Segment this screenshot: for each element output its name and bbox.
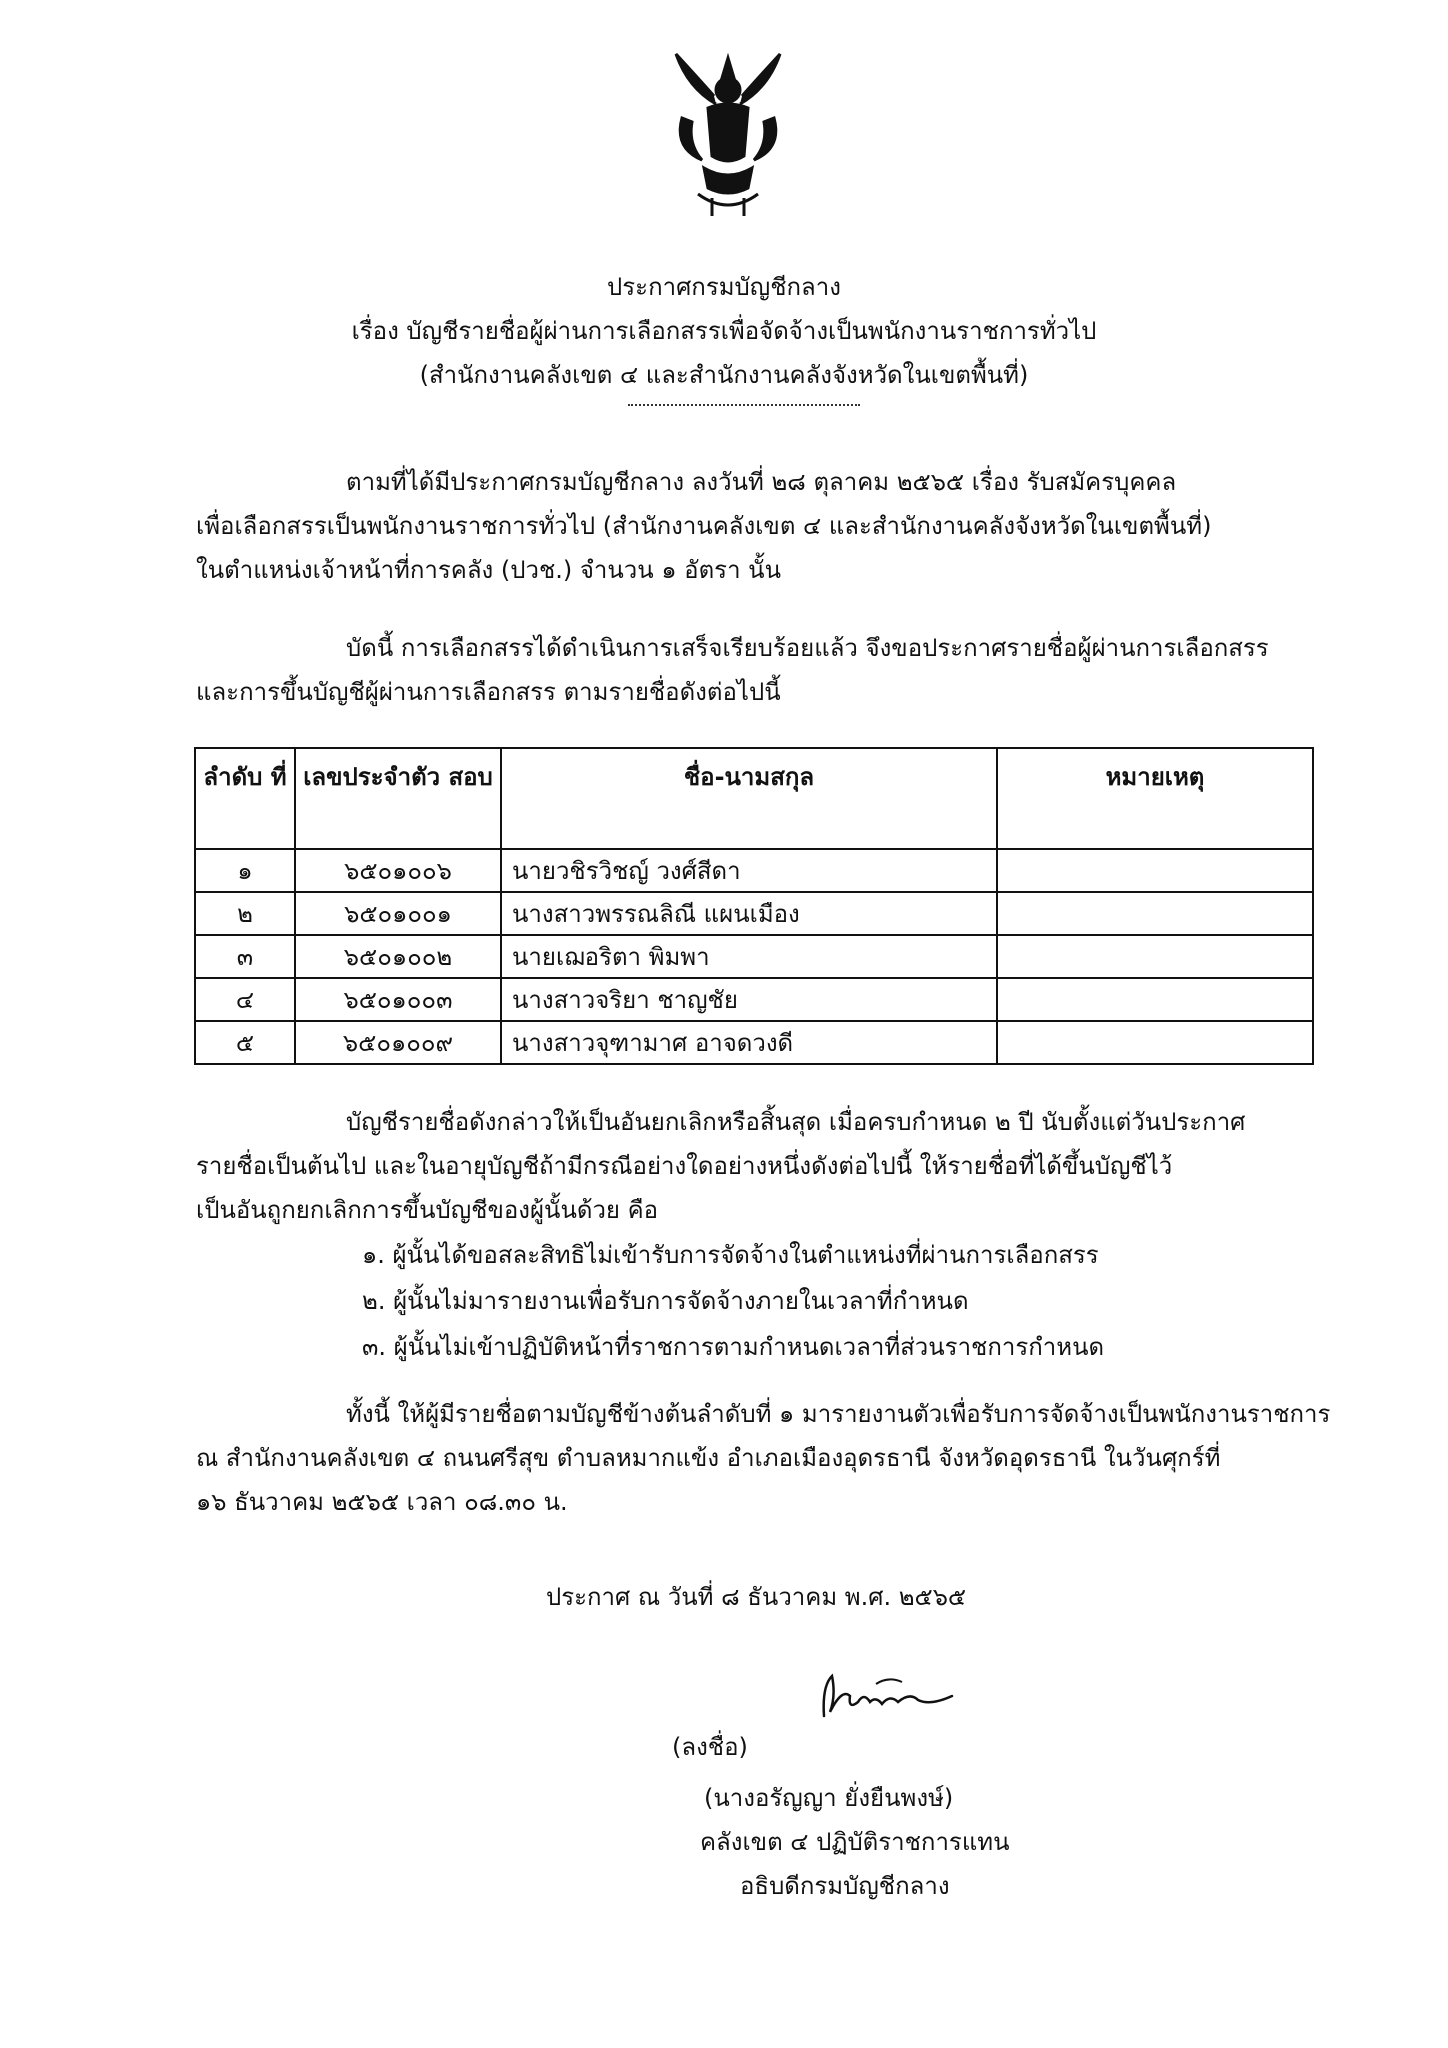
signed-label: (ลงชื่อ) — [672, 1733, 748, 1761]
handwritten-signature — [818, 1666, 958, 1726]
report-line: ๑๖ ธันวาคม ๒๕๖๕ เวลา ๐๘.๓๐ น. — [196, 1488, 568, 1516]
cell-order: ๓ — [195, 935, 295, 978]
table-row — [195, 892, 1313, 935]
cell-exam-id: ๖๕๐๑๐๐๓ — [295, 978, 501, 1021]
cell-order: ๑ — [195, 849, 295, 892]
report-line: ทั้งนี้ ให้ผู้มีรายชื่อตามบัญชีข้างต้นลำดับที่ ๑ มารายงานตัวเพื่อรับการจัดจ้างเป็นพนักงานราชการ — [346, 1400, 1331, 1428]
header-office: (สำนักงานคลังเขต ๔ และสำนักงานคลังจังหวัดในเขตพื้นที่) — [419, 361, 1029, 389]
cell-exam-id: ๖๕๐๑๐๐๒ — [295, 935, 501, 978]
cell-remark — [997, 978, 1313, 1021]
cell-name: นางสาวจุฑามาศ อาจดวงดี — [501, 1021, 997, 1064]
signer-position: คลังเขต ๔ ปฏิบัติราชการแทน — [700, 1828, 1010, 1856]
validity-line: รายชื่อเป็นต้นไป และในอายุบัญชีถ้ามีกรณีอย่างใดอย่างหนึ่งดังต่อไปนี้ ให้รายชื่อที่ได้ขึ้นบัญชีไว้ — [196, 1152, 1173, 1180]
cell-exam-id: ๖๕๐๑๐๐๙ — [295, 1021, 501, 1064]
table-header-row — [195, 748, 1313, 849]
cell-order: ๔ — [195, 978, 295, 1021]
intro-line: ตามที่ได้มีประกาศกรมบัญชีกลาง ลงวันที่ ๒๘ ตุลาคม ๒๕๖๕ เรื่อง รับสมัครบุคคล — [346, 468, 1177, 496]
cell-remark — [997, 935, 1313, 978]
report-line: ณ สำนักงานคลังเขต ๔ ถนนศรีสุข ตำบลหมากแข้ง อำเภอเมืองอุดรธานี จังหวัดอุดรธานี ในวันศุกร์ที่ — [196, 1444, 1221, 1472]
announce-paragraph — [196, 626, 1269, 714]
cell-remark — [997, 1021, 1313, 1064]
signer-position-on-behalf: อธิบดีกรมบัญชีกลาง — [740, 1872, 950, 1900]
column-header-name: ชื่อ-นามสกุล — [501, 748, 997, 849]
announce-line: และการขึ้นบัญชีผู้ผ่านการเลือกสรร ตามรายชื่อดังต่อไปนี้ — [196, 678, 781, 706]
validity-line: บัญชีรายชื่อดังกล่าวให้เป็นอันยกเลิกหรือสิ้นสุด เมื่อครบกำหนด ๒ ปี นับตั้งแต่วันประกาศ — [346, 1108, 1246, 1136]
cell-name: นายเฌอริตา พิมพา — [501, 935, 997, 978]
cell-name: นางสาวพรรณลิณี แผนเมือง — [501, 892, 997, 935]
table-row — [195, 849, 1313, 892]
table-row — [195, 935, 1313, 978]
report-paragraph — [196, 1392, 1331, 1524]
header-title: ประกาศกรมบัญชีกลาง — [607, 273, 841, 301]
intro-line: เพื่อเลือกสรรเป็นพนักงานราชการทั่วไป (สำนักงานคลังเขต ๔ และสำนักงานคลังจังหวัดในเขตพื้นที่) — [196, 512, 1212, 540]
cell-order: ๕ — [195, 1021, 295, 1064]
header-subject: เรื่อง บัญชีรายชื่อผู้ผ่านการเลือกสรรเพื่อจัดจ้างเป็นพนักงานราชการทั่วไป — [351, 317, 1097, 345]
cell-exam-id: ๖๕๐๑๐๐๑ — [295, 892, 501, 935]
column-header-exam-id: เลขประจำตัว สอบ — [295, 748, 501, 849]
header-divider — [628, 404, 860, 406]
validity-line: เป็นอันถูกยกเลิกการขึ้นบัญชีของผู้นั้นด้วย คือ — [196, 1196, 659, 1224]
table-row — [195, 1021, 1313, 1064]
cell-remark — [997, 892, 1313, 935]
column-header-order: ลำดับ ที่ — [195, 748, 295, 849]
cell-remark — [997, 849, 1313, 892]
list-item: ๒. ผู้นั้นไม่มารายงานเพื่อรับการจัดจ้างภายในเวลาที่กำหนด — [362, 1287, 969, 1315]
candidate-table — [194, 747, 1314, 1065]
announce-line: บัดนี้ การเลือกสรรได้ดำเนินการเสร็จเรียบร้อยแล้ว จึงขอประกาศรายชื่อผู้ผ่านการเลือกสรร — [346, 634, 1269, 662]
list-item: ๑. ผู้นั้นได้ขอสละสิทธิไม่เข้ารับการจัดจ้างในตำแหน่งที่ผ่านการเลือกสรร — [362, 1241, 1099, 1269]
signer-name: (นางอรัญญา ยั่งยืนพงษ์) — [704, 1784, 954, 1812]
announcement-date: ประกาศ ณ วันที่ ๘ ธันวาคม พ.ศ. ๒๕๖๕ — [546, 1583, 967, 1611]
cell-exam-id: ๖๕๐๑๐๐๖ — [295, 849, 501, 892]
table-row — [195, 978, 1313, 1021]
garuda-emblem-icon — [668, 48, 788, 220]
list-item: ๓. ผู้นั้นไม่เข้าปฏิบัติหน้าที่ราชการตามกำหนดเวลาที่ส่วนราชการกำหนด — [362, 1333, 1105, 1361]
validity-paragraph — [196, 1100, 1256, 1232]
cell-name: นางสาวจริยา ชาญชัย — [501, 978, 997, 1021]
cell-order: ๒ — [195, 892, 295, 935]
intro-paragraph — [196, 460, 1256, 592]
condition-list — [362, 1232, 1104, 1370]
intro-line: ในตำแหน่งเจ้าหน้าที่การคลัง (ปวช.) จำนวน ๑ อัตรา นั้น — [196, 556, 781, 584]
cell-name: นายวชิรวิชญ์ วงศ์สีดา — [501, 849, 997, 892]
column-header-remark: หมายเหตุ — [997, 748, 1313, 849]
